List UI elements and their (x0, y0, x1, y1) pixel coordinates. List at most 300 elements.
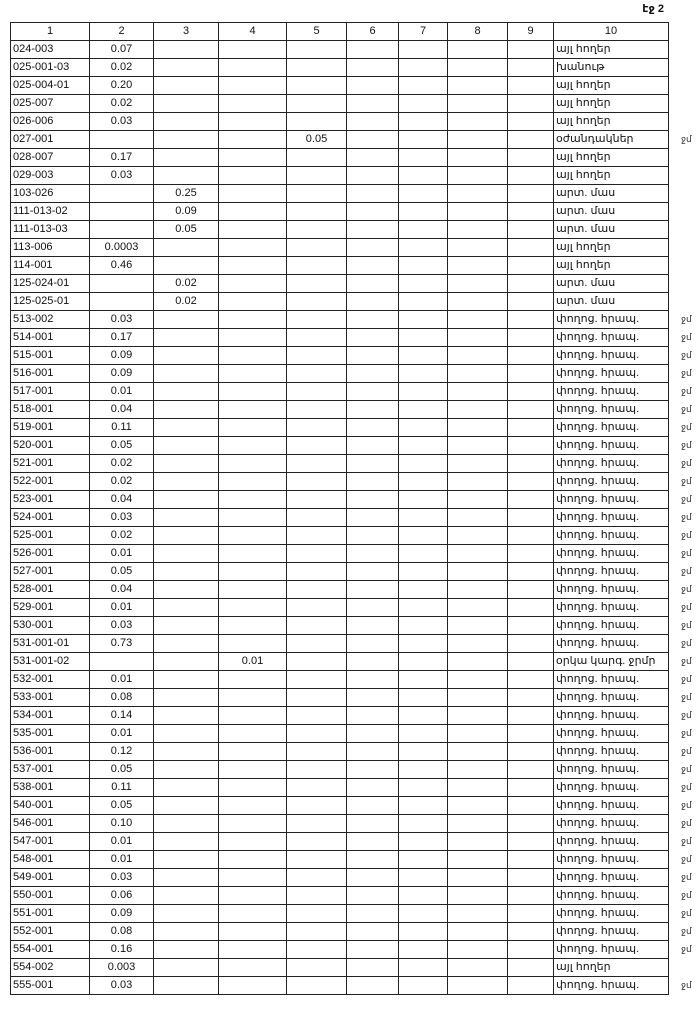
cell-col-2: 0.01 (90, 833, 154, 851)
cell-col-9 (508, 257, 554, 275)
cell-col-7 (399, 311, 448, 329)
cell-col-9 (508, 437, 554, 455)
cell-col-7 (399, 761, 448, 779)
margin-mark: ջմ (681, 529, 692, 540)
cell-col-3 (154, 149, 219, 167)
cell-col-3: 0.02 (154, 293, 219, 311)
table-row (11, 671, 669, 689)
cell-col-3 (154, 473, 219, 491)
table-row (11, 653, 669, 671)
cell-col-7 (399, 275, 448, 293)
table-row (11, 257, 669, 275)
cell-col-3 (154, 77, 219, 95)
cell-col-7 (399, 527, 448, 545)
cell-col-7 (399, 887, 448, 905)
cell-col-7 (399, 95, 448, 113)
cell-col-4 (219, 905, 287, 923)
table-row (11, 455, 669, 473)
cell-col-7 (399, 653, 448, 671)
cell-col-2: 0.08 (90, 923, 154, 941)
cell-col-7 (399, 437, 448, 455)
cell-col-7 (399, 203, 448, 221)
cell-col-8 (448, 95, 508, 113)
table-row (11, 707, 669, 725)
cell-description: արտ. մաս (554, 185, 669, 203)
cell-col-9 (508, 887, 554, 905)
cell-col-4 (219, 977, 287, 995)
cell-col-5 (287, 401, 347, 419)
cell-col-4 (219, 77, 287, 95)
cell-col-3 (154, 365, 219, 383)
margin-mark: ջմ (681, 745, 692, 756)
cell-col-2: 0.14 (90, 707, 154, 725)
cell-col-4 (219, 437, 287, 455)
cell-col-5 (287, 383, 347, 401)
cell-col-9 (508, 905, 554, 923)
cell-col-8 (448, 977, 508, 995)
cell-parcel-id: 524-001 (11, 509, 90, 527)
cell-description: արտ. մաս (554, 203, 669, 221)
cell-parcel-id: 519-001 (11, 419, 90, 437)
cell-col-4 (219, 959, 287, 977)
cell-col-2: 0.03 (90, 617, 154, 635)
cell-col-5 (287, 41, 347, 59)
cell-col-6 (347, 941, 399, 959)
cell-parcel-id: 514-001 (11, 329, 90, 347)
cell-col-2: 0.03 (90, 311, 154, 329)
cell-col-8 (448, 545, 508, 563)
cell-col-9 (508, 545, 554, 563)
cell-col-4 (219, 185, 287, 203)
cell-col-7 (399, 149, 448, 167)
cell-description: փողոց. հրապ. (554, 581, 669, 599)
cell-col-5 (287, 833, 347, 851)
cell-col-3 (154, 617, 219, 635)
cell-col-5 (287, 761, 347, 779)
cell-col-2: 0.17 (90, 149, 154, 167)
margin-mark: ջմ (681, 439, 692, 450)
cell-col-9 (508, 293, 554, 311)
table-row (11, 761, 669, 779)
cell-col-7 (399, 383, 448, 401)
cell-parcel-id: 538-001 (11, 779, 90, 797)
table-row (11, 905, 669, 923)
cell-col-8 (448, 689, 508, 707)
cell-col-5 (287, 815, 347, 833)
cell-col-4 (219, 671, 287, 689)
cell-col-2: 0.03 (90, 869, 154, 887)
cell-col-3 (154, 797, 219, 815)
table-row (11, 167, 669, 185)
cell-col-6 (347, 905, 399, 923)
cell-col-5 (287, 617, 347, 635)
cell-col-4 (219, 131, 287, 149)
cell-parcel-id: 027-001 (11, 131, 90, 149)
cell-description: փողոց. հրապ. (554, 635, 669, 653)
cell-col-2: 0.01 (90, 851, 154, 869)
cell-col-9 (508, 113, 554, 131)
cell-col-3 (154, 671, 219, 689)
cell-parcel-id: 517-001 (11, 383, 90, 401)
cell-col-3 (154, 311, 219, 329)
cell-description: փողոց. հրապ. (554, 401, 669, 419)
cell-col-6 (347, 131, 399, 149)
cell-col-8 (448, 185, 508, 203)
cell-col-4 (219, 509, 287, 527)
col-header-5: 5 (287, 23, 347, 41)
cell-col-2 (90, 131, 154, 149)
cell-col-6 (347, 455, 399, 473)
cell-col-5 (287, 509, 347, 527)
cell-col-3 (154, 887, 219, 905)
table-row (11, 221, 669, 239)
cell-col-6 (347, 185, 399, 203)
cell-parcel-id: 549-001 (11, 869, 90, 887)
cell-parcel-id: 533-001 (11, 689, 90, 707)
cell-col-5 (287, 239, 347, 257)
cell-col-5 (287, 491, 347, 509)
cell-col-7 (399, 239, 448, 257)
margin-mark: ջմ (681, 727, 692, 738)
cell-parcel-id: 527-001 (11, 563, 90, 581)
cell-parcel-id: 125-025-01 (11, 293, 90, 311)
cell-col-8 (448, 761, 508, 779)
margin-mark: ջմ (681, 673, 692, 684)
cell-col-9 (508, 761, 554, 779)
cell-description: փողոց. հրապ. (554, 779, 669, 797)
cell-parcel-id: 528-001 (11, 581, 90, 599)
cell-col-6 (347, 689, 399, 707)
col-header-3: 3 (154, 23, 219, 41)
cell-col-8 (448, 239, 508, 257)
cell-col-5 (287, 185, 347, 203)
table-row (11, 311, 669, 329)
cell-col-6 (347, 239, 399, 257)
cell-col-4 (219, 167, 287, 185)
cell-col-6 (347, 347, 399, 365)
cell-col-9 (508, 329, 554, 347)
cell-col-9 (508, 347, 554, 365)
cell-parcel-id: 551-001 (11, 905, 90, 923)
cell-col-8 (448, 581, 508, 599)
cell-parcel-id: 548-001 (11, 851, 90, 869)
col-header-4: 4 (219, 23, 287, 41)
cell-col-2: 0.06 (90, 887, 154, 905)
cell-col-8 (448, 599, 508, 617)
cell-parcel-id: 025-004-01 (11, 77, 90, 95)
cell-description: այլ հողեր (554, 239, 669, 257)
margin-mark: ջմ (681, 331, 692, 342)
cell-col-9 (508, 59, 554, 77)
cell-parcel-id: 555-001 (11, 977, 90, 995)
cell-col-7 (399, 509, 448, 527)
cell-col-3 (154, 383, 219, 401)
cell-col-3 (154, 941, 219, 959)
margin-mark: ջմ (681, 763, 692, 774)
cell-col-3 (154, 635, 219, 653)
cell-col-6 (347, 617, 399, 635)
cell-col-2: 0.08 (90, 689, 154, 707)
cell-col-8 (448, 311, 508, 329)
cell-col-7 (399, 941, 448, 959)
cell-col-5 (287, 347, 347, 365)
cell-description: փողոց. հրապ. (554, 923, 669, 941)
cell-description: օժանդակներ (554, 131, 669, 149)
cell-col-9 (508, 509, 554, 527)
cell-col-3 (154, 959, 219, 977)
cell-description: փողոց. հրապ. (554, 797, 669, 815)
cell-col-2: 0.04 (90, 581, 154, 599)
cell-col-3 (154, 95, 219, 113)
cell-col-7 (399, 905, 448, 923)
cell-col-4 (219, 797, 287, 815)
cell-col-5: 0.05 (287, 131, 347, 149)
cell-col-9 (508, 167, 554, 185)
table-row (11, 95, 669, 113)
cell-col-9 (508, 941, 554, 959)
cell-col-7 (399, 815, 448, 833)
cell-col-3 (154, 509, 219, 527)
cell-col-2: 0.16 (90, 941, 154, 959)
margin-mark: ջմ (681, 835, 692, 846)
cell-col-7 (399, 689, 448, 707)
table-row (11, 617, 669, 635)
cell-description: օրկա կարգ. ջրմր (554, 653, 669, 671)
cell-col-2: 0.07 (90, 41, 154, 59)
cell-col-5 (287, 59, 347, 77)
cell-description: փողոց. հրապ. (554, 455, 669, 473)
cell-description: փողոց. հրապ. (554, 545, 669, 563)
cell-parcel-id: 523-001 (11, 491, 90, 509)
cell-col-3 (154, 239, 219, 257)
cell-col-6 (347, 833, 399, 851)
cell-col-6 (347, 977, 399, 995)
cell-col-6 (347, 725, 399, 743)
cell-col-4 (219, 581, 287, 599)
cell-description: փողոց. հրապ. (554, 599, 669, 617)
cell-col-5 (287, 599, 347, 617)
cell-parcel-id: 111-013-02 (11, 203, 90, 221)
margin-mark: ջմ (681, 367, 692, 378)
cell-col-2: 0.03 (90, 167, 154, 185)
cell-col-4: 0.01 (219, 653, 287, 671)
margin-mark: ջմ (681, 457, 692, 468)
cell-parcel-id: 554-002 (11, 959, 90, 977)
cell-col-4 (219, 869, 287, 887)
cell-description: փողոց. հրապ. (554, 689, 669, 707)
cell-col-3 (154, 545, 219, 563)
cell-parcel-id: 516-001 (11, 365, 90, 383)
cell-col-7 (399, 977, 448, 995)
cell-parcel-id: 028-007 (11, 149, 90, 167)
cell-description: փողոց. հրապ. (554, 941, 669, 959)
cell-col-8 (448, 833, 508, 851)
cell-col-8 (448, 815, 508, 833)
cell-col-8 (448, 797, 508, 815)
cell-description: փողոց. հրապ. (554, 977, 669, 995)
cell-col-8 (448, 887, 508, 905)
cell-col-2: 0.09 (90, 905, 154, 923)
cell-parcel-id: 024-003 (11, 41, 90, 59)
cell-col-6 (347, 257, 399, 275)
cell-col-8 (448, 437, 508, 455)
cell-parcel-id: 025-007 (11, 95, 90, 113)
cell-col-7 (399, 185, 448, 203)
table-row (11, 833, 669, 851)
cell-col-5 (287, 563, 347, 581)
cell-col-8 (448, 131, 508, 149)
cell-col-4 (219, 563, 287, 581)
cell-col-5 (287, 941, 347, 959)
cell-col-5 (287, 365, 347, 383)
margin-mark: ջմ (681, 925, 692, 936)
cell-col-3 (154, 761, 219, 779)
cell-col-3 (154, 707, 219, 725)
cell-col-7 (399, 455, 448, 473)
cell-col-6 (347, 95, 399, 113)
cell-col-7 (399, 923, 448, 941)
cell-col-7 (399, 293, 448, 311)
table-row (11, 293, 669, 311)
table-row (11, 527, 669, 545)
cell-col-7 (399, 473, 448, 491)
cell-col-5 (287, 95, 347, 113)
cell-col-7 (399, 563, 448, 581)
cell-col-6 (347, 545, 399, 563)
cell-col-8 (448, 617, 508, 635)
cell-col-8 (448, 203, 508, 221)
table-row (11, 923, 669, 941)
cell-parcel-id: 526-001 (11, 545, 90, 563)
cell-col-2: 0.05 (90, 563, 154, 581)
col-header-9: 9 (508, 23, 554, 41)
cell-col-2: 0.02 (90, 59, 154, 77)
cell-col-5 (287, 725, 347, 743)
cell-parcel-id: 537-001 (11, 761, 90, 779)
cell-col-8 (448, 671, 508, 689)
cell-col-3 (154, 869, 219, 887)
cell-col-3 (154, 347, 219, 365)
cell-col-5 (287, 671, 347, 689)
cell-description: այլ հողեր (554, 149, 669, 167)
cell-description: խանութ (554, 59, 669, 77)
table-row (11, 59, 669, 77)
cell-col-5 (287, 167, 347, 185)
cell-col-7 (399, 833, 448, 851)
cell-description: փողոց. հրապ. (554, 437, 669, 455)
cell-col-3 (154, 563, 219, 581)
cell-parcel-id: 525-001 (11, 527, 90, 545)
cell-description: փողոց. հրապ. (554, 419, 669, 437)
margin-mark: ջմ (681, 565, 692, 576)
cell-col-7 (399, 59, 448, 77)
cell-col-5 (287, 653, 347, 671)
cell-col-5 (287, 257, 347, 275)
cell-col-7 (399, 41, 448, 59)
cell-col-8 (448, 743, 508, 761)
cell-col-5 (287, 455, 347, 473)
margin-mark: ջմ (681, 385, 692, 396)
cell-col-4 (219, 383, 287, 401)
cell-col-5 (287, 797, 347, 815)
margin-mark: ջմ (681, 655, 692, 666)
cell-col-2: 0.02 (90, 473, 154, 491)
cell-col-3 (154, 581, 219, 599)
cell-col-8 (448, 509, 508, 527)
table-row (11, 797, 669, 815)
cell-col-3 (154, 401, 219, 419)
table-row (11, 509, 669, 527)
cell-col-2 (90, 203, 154, 221)
cell-col-5 (287, 221, 347, 239)
cell-col-8 (448, 563, 508, 581)
cell-col-6 (347, 635, 399, 653)
cell-parcel-id: 522-001 (11, 473, 90, 491)
margin-mark: ջմ (681, 637, 692, 648)
cell-col-9 (508, 815, 554, 833)
cell-parcel-id: 531-001-02 (11, 653, 90, 671)
cell-col-8 (448, 653, 508, 671)
cell-parcel-id: 552-001 (11, 923, 90, 941)
cell-col-9 (508, 383, 554, 401)
table-row (11, 563, 669, 581)
table-row (11, 869, 669, 887)
cell-col-3 (154, 923, 219, 941)
cell-col-5 (287, 887, 347, 905)
cell-col-3 (154, 329, 219, 347)
cell-col-8 (448, 455, 508, 473)
cell-description: փողոց. հրապ. (554, 347, 669, 365)
cell-col-4 (219, 239, 287, 257)
cell-col-6 (347, 203, 399, 221)
cell-col-9 (508, 617, 554, 635)
cell-col-4 (219, 275, 287, 293)
cell-col-4 (219, 329, 287, 347)
col-header-7: 7 (399, 23, 448, 41)
margin-mark: ջմ (681, 889, 692, 900)
cell-col-2: 0.09 (90, 365, 154, 383)
cell-parcel-id: 125-024-01 (11, 275, 90, 293)
cell-col-3 (154, 599, 219, 617)
cell-col-9 (508, 41, 554, 59)
cell-col-6 (347, 779, 399, 797)
cell-col-4 (219, 725, 287, 743)
cell-col-3 (154, 905, 219, 923)
cell-col-9 (508, 95, 554, 113)
cell-col-3: 0.02 (154, 275, 219, 293)
cell-description: այլ հողեր (554, 41, 669, 59)
cell-col-9 (508, 131, 554, 149)
cell-col-8 (448, 41, 508, 59)
cell-col-2 (90, 185, 154, 203)
cell-col-5 (287, 545, 347, 563)
cell-col-7 (399, 419, 448, 437)
cell-parcel-id: 111-013-03 (11, 221, 90, 239)
cell-description: փողոց. հրապ. (554, 563, 669, 581)
cell-col-3 (154, 779, 219, 797)
cell-col-4 (219, 635, 287, 653)
cell-col-8 (448, 275, 508, 293)
cell-col-9 (508, 311, 554, 329)
cell-col-2: 0.10 (90, 815, 154, 833)
cell-col-8 (448, 959, 508, 977)
cell-parcel-id: 515-001 (11, 347, 90, 365)
cell-description: այլ հողեր (554, 959, 669, 977)
cell-description: փողոց. հրապ. (554, 887, 669, 905)
cell-col-3 (154, 815, 219, 833)
cell-col-9 (508, 869, 554, 887)
cell-col-4 (219, 689, 287, 707)
